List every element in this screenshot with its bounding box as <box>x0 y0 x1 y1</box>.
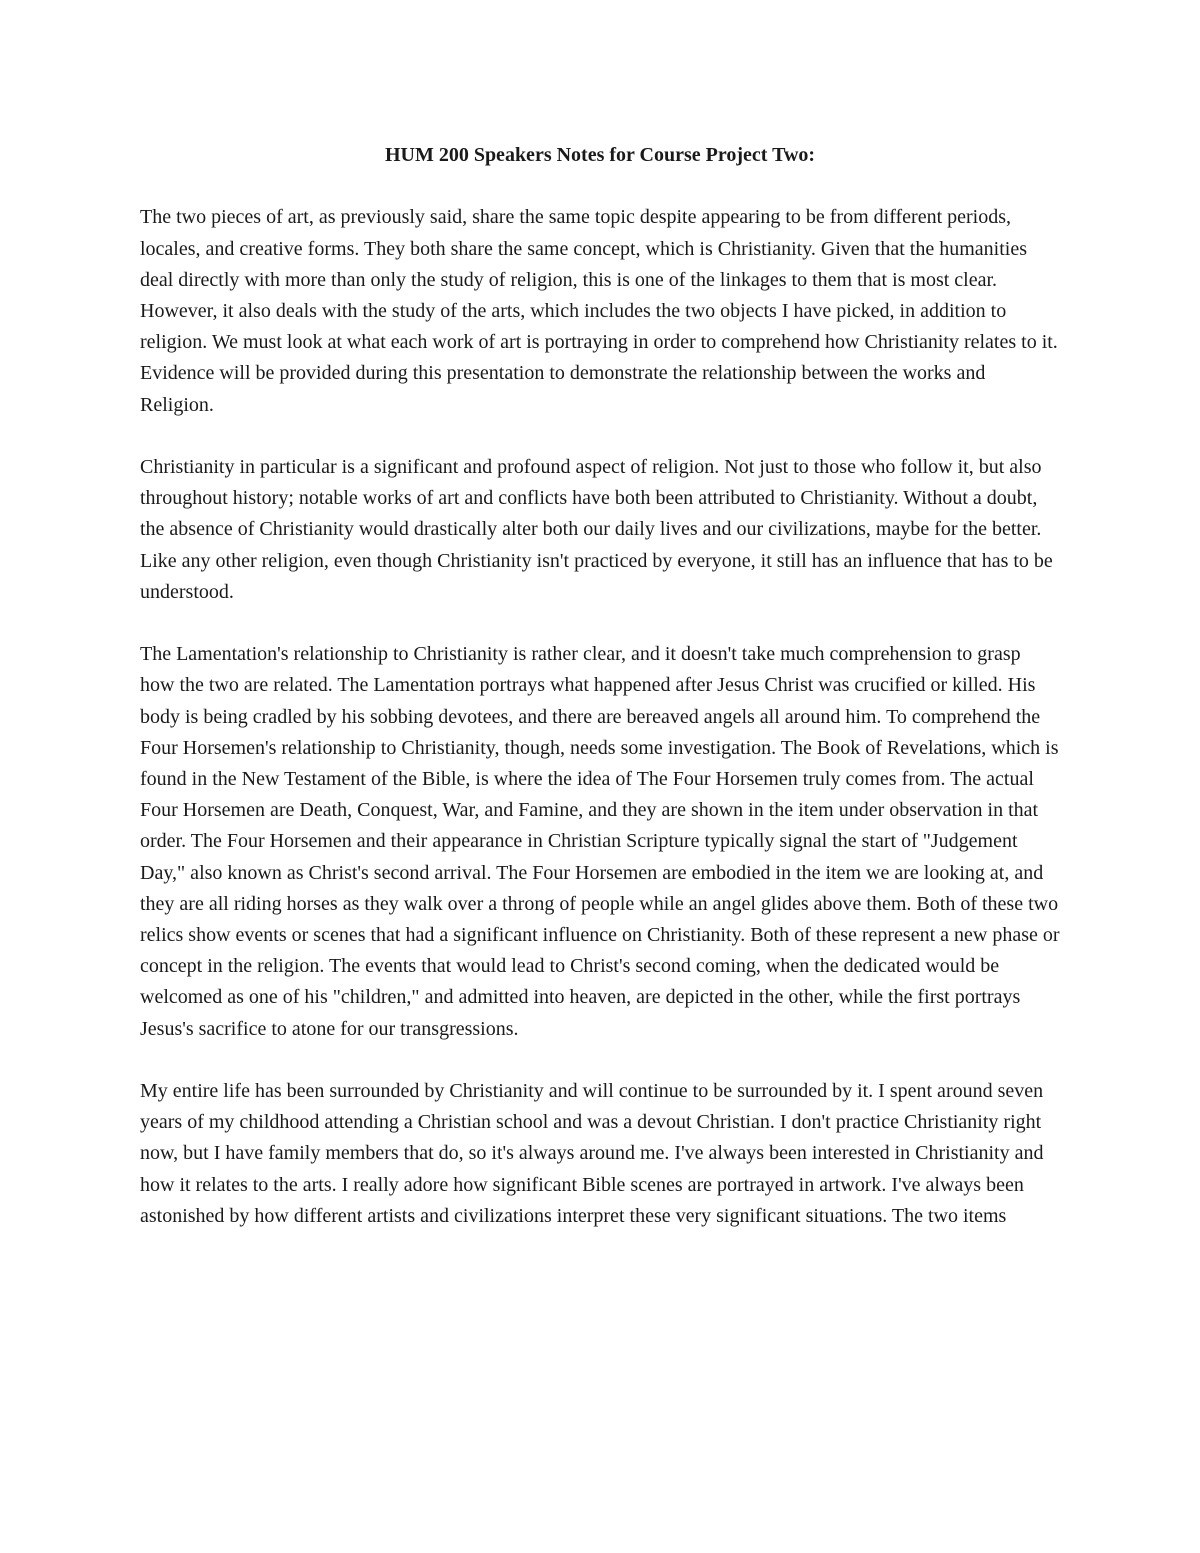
document-body <box>140 140 1060 1232</box>
paragraph-2: Christianity in particular is a significant and profound aspect of religion. Not just to those who follow it, but also throughout history; notable works of art and conflicts have both been attributed to Christianity. Without a doubt, the absence of Christianity would drastically alter both our daily lives and our civilizations, maybe for the better. Like any other religion, even though Christianity isn't practiced by everyone, it still has an influence that has to be understood. <box>140 456 1053 603</box>
paragraph-4: My entire life has been surrounded by Christianity and will continue to be surrounded by it. I spent around seven years of my childhood attending a Christian school and was a devout Christian. I don't practice Christianity right now, but I have family members that do, so it's always around me. I've always been interested in Christianity and how it relates to the arts. I really adore how significant Bible scenes are portrayed in artwork. I've always been astonished by how different artists and civilizations interpret these very significant situations. The two items <box>140 1080 1044 1227</box>
document-title: HUM 200 Speakers Notes for Course Project Two: <box>384 144 816 166</box>
paragraph-1: The two pieces of art, as previously said, share the same topic despite appearing to be from different periods, locales, and creative forms. They both share the same concept, which is Christianity. Given that the humanities deal directly with more than only the study of religion, this is one of the linkages to them that is most clear. However, it also deals with the study of the arts, which includes the two objects I have picked, in addition to religion. We must look at what each work of art is portraying in order to comprehend how Christianity relates to it. Evidence will be provided during this presentation to demonstrate the relationship between the works and Religion. <box>140 206 1058 416</box>
paragraph-3: The Lamentation's relationship to Christianity is rather clear, and it doesn't take much comprehension to grasp how the two are related. The Lamentation portrays what happened after Jesus Christ was crucified or killed. His body is being cradled by his sobbing devotees, and there are bereaved angels all around him. To comprehend the Four Horsemen's relationship to Christianity, though, needs some investigation. The Book of Revelations, which is found in the New Testament of the Bible, is where the idea of The Four Horsemen truly comes from. The actual Four Horsemen are Death, Conquest, War, and Famine, and they are shown in the item under observation in that order. The Four Horsemen and their appearance in Christian Scripture typically signal the start of "Judgement Day," also known as Christ's second arrival. The Four Horsemen are embodied in the item we are looking at, and they are all riding horses as they walk over a throng of people while an angel glides above them. Both of these two relics show events or scenes that had a significant influence on Christianity. Both of these represent a new phase or concept in the religion. The events that would lead to Christ's second coming, when the dedicated would be welcomed as one of his "children," and admitted into heaven, are depicted in the other, while the first portrays Jesus's sacrifice to atone for our transgressions. <box>140 643 1060 1040</box>
